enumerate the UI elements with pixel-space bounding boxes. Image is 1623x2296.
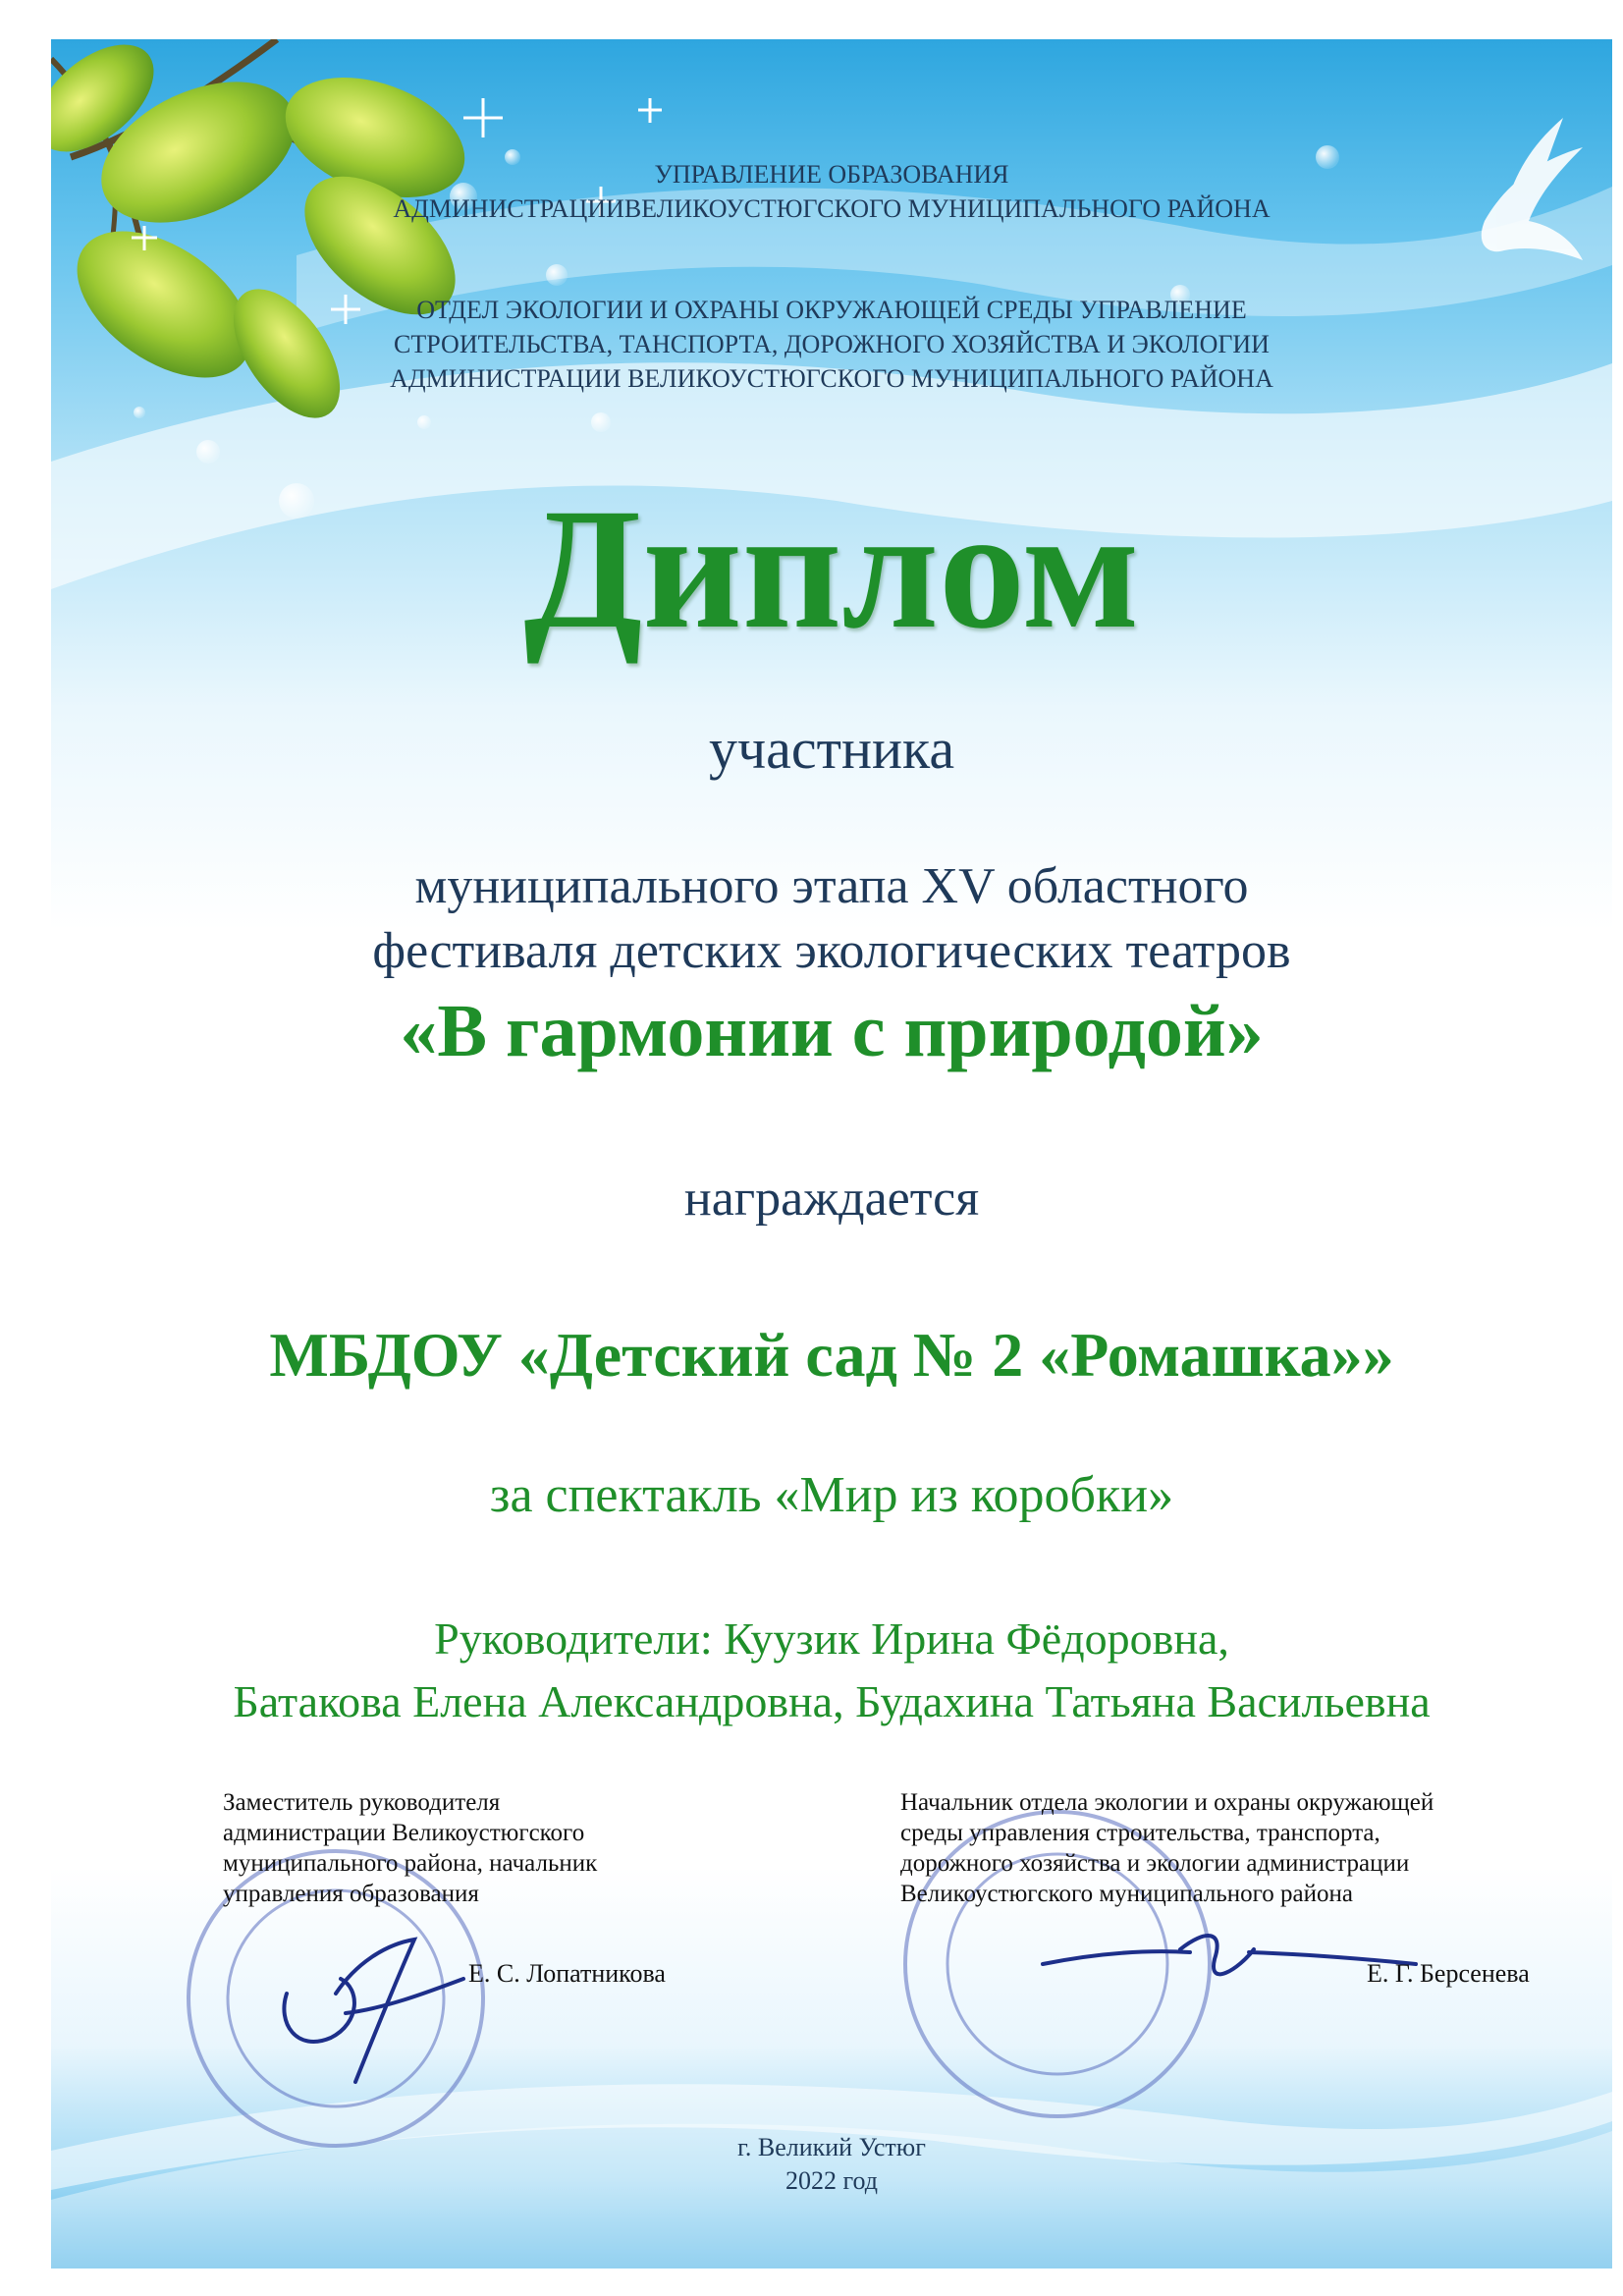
signatory-right-name: Е. Г. Берсенева [1367, 1959, 1530, 1988]
play-title: за спектакль «Мир из коробки» [489, 1467, 1174, 1523]
issuer-line-2: АДМИНИСТРАЦИИВЕЛИКОУСТЮГСКОГО МУНИЦИПАЛЬНОГО РАЙОНА [393, 194, 1271, 223]
position-line: Начальник отдела экологии и охраны окружающей [900, 1789, 1434, 1816]
issuer-dept-line-2: СТРОИТЕЛЬСТВА, ТАНСПОРТА, ДОРОЖНОГО ХОЗЯЙСТВА И ЭКОЛОГИИ [394, 330, 1270, 358]
leaders-line-1: Руководители: Куузик Ирина Фёдоровна, [434, 1613, 1229, 1664]
diploma-sheet [51, 39, 1612, 2269]
festival-line-2: фестиваля детских экологических театров [372, 923, 1291, 979]
diploma-subtitle: участника [708, 717, 955, 781]
recipient-organization: МБДОУ «Детский сад № 2 «Ромашка»» [269, 1320, 1394, 1390]
position-line: управления образования [223, 1881, 479, 1907]
footer [51, 2131, 1612, 2198]
footer-city: г. Великий Устюг [737, 2133, 926, 2161]
issuer-ecology-department [51, 293, 1612, 396]
signature-right [1043, 1936, 1416, 1974]
position-line: среды управления строительства, транспорта, [900, 1820, 1380, 1846]
issuer-line-1: УПРАВЛЕНИЕ ОБРАЗОВАНИЯ [654, 160, 1009, 189]
diploma-title: Диплом [523, 473, 1140, 665]
festival-name: «В гармонии с природой» [400, 990, 1264, 1072]
position-line: администрации Великоустюгского [223, 1820, 585, 1846]
position-line: Заместитель руководителя [223, 1789, 501, 1816]
issuer-dept-line-3: АДМИНИСТРАЦИИ ВЕЛИКОУСТЮГСКОГО МУНИЦИПАЛЬНОГО РАЙОНА [390, 364, 1273, 393]
signatory-left-name: Е. С. Лопатникова [468, 1959, 666, 1988]
footer-year: 2022 год [785, 2166, 878, 2195]
issuer-education-department [51, 157, 1612, 226]
leaders [51, 1608, 1612, 1733]
issuer-dept-line-1: ОТДЕЛ ЭКОЛОГИИ И ОХРАНЫ ОКРУЖАЮЩЕЙ СРЕДЫ УПРАВЛЕНИЕ [416, 296, 1247, 324]
awarded-label: награждается [683, 1171, 980, 1227]
position-line: Великоустюгского муниципального района [900, 1881, 1353, 1907]
leaders-line-2: Батакова Елена Александровна, Будахина Татьяна Васильевна [233, 1676, 1431, 1726]
festival-description [51, 854, 1612, 984]
position-line: дорожного хозяйства и экологии администрации [900, 1850, 1410, 1877]
signatory-left-position [223, 1787, 773, 1909]
position-line: муниципального района, начальник [223, 1850, 598, 1877]
signatory-right-position [900, 1787, 1568, 1909]
festival-line-1: муниципального этапа XV областного [414, 858, 1249, 914]
